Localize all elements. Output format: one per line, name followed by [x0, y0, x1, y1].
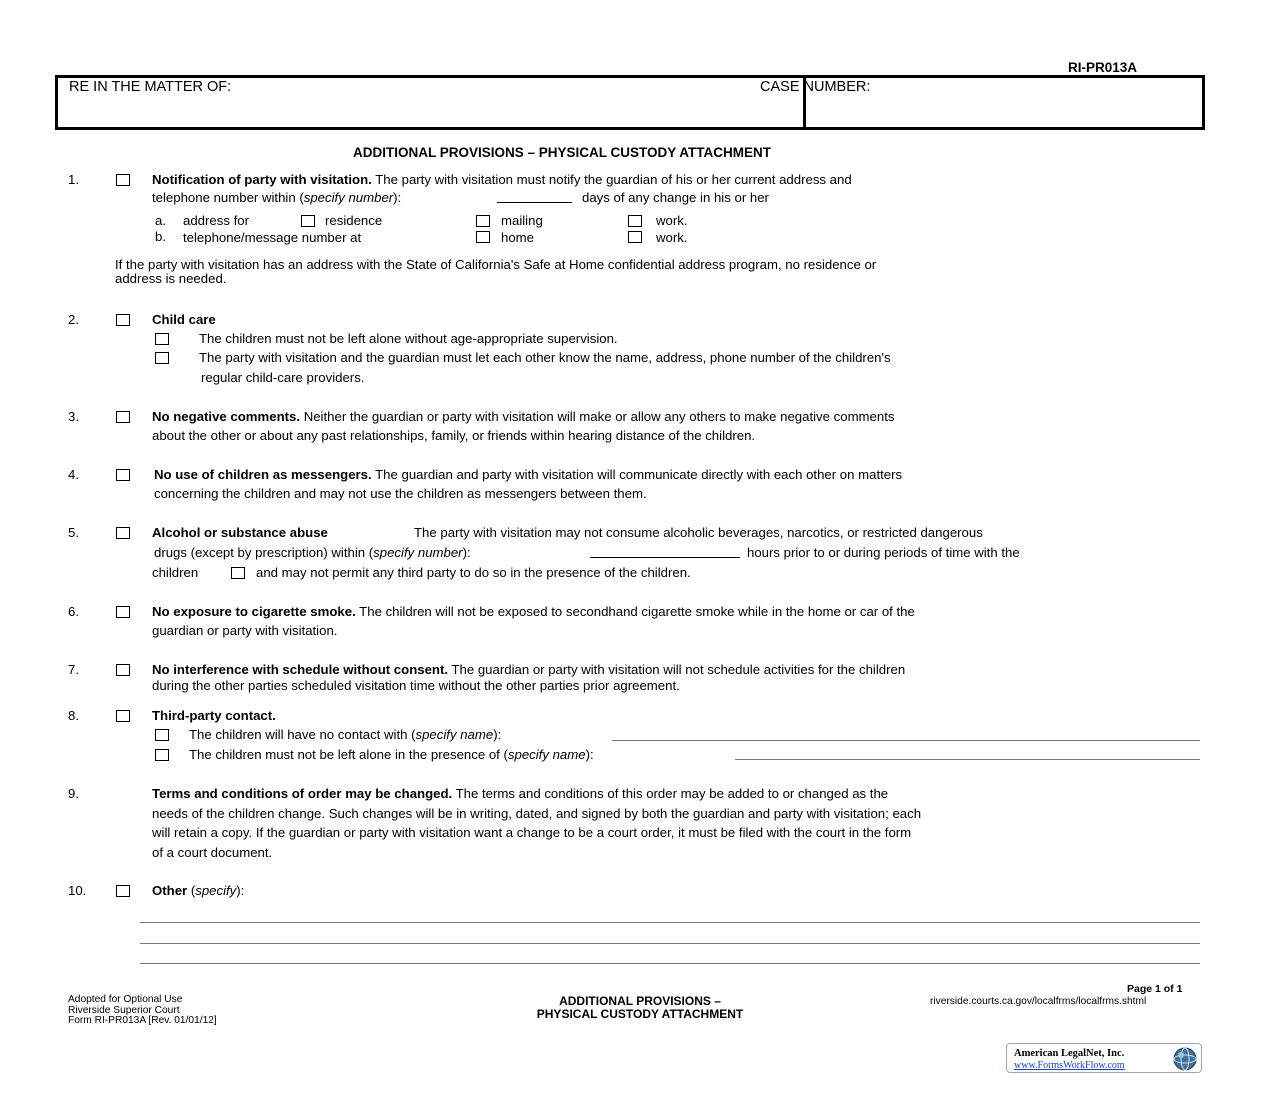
header-box [55, 75, 1205, 130]
not-alone-checkbox[interactable] [155, 749, 169, 761]
no-contact-name-field[interactable] [612, 740, 1200, 741]
phone-work-checkbox[interactable] [628, 231, 642, 243]
item-6-text-2: guardian or party with visitation. [152, 623, 338, 638]
item-5-text-1: The party with visitation may not consume alcoholic beverages, narcotics, or restricted dangerous [414, 525, 983, 540]
item-7-heading: No interference with schedule without consent. [152, 662, 449, 677]
item-4-checkbox[interactable] [116, 469, 130, 481]
not-alone-text-a: The children must not be left alone in the presence of ( [189, 747, 508, 762]
not-alone-label [189, 747, 594, 762]
hours-number-field[interactable] [590, 545, 740, 558]
no-contact-label [189, 727, 501, 742]
item-10-text-b: ): [236, 883, 245, 898]
other-line-1[interactable] [140, 922, 1200, 923]
item-1-line-1 [152, 172, 852, 187]
home-label: home [501, 230, 534, 245]
item-8-number: 8. [68, 708, 79, 723]
item-7-text-1: The guardian or party with visitation will not schedule activities for the children [448, 662, 906, 677]
days-number-field[interactable] [497, 190, 572, 203]
footer-left-3: Form RI-PR013A [Rev. 01/01/12] [68, 1015, 217, 1026]
item-9-number: 9. [68, 786, 79, 801]
not-alone-name-field[interactable] [735, 759, 1200, 760]
item-1-text-2i: specify number [303, 190, 394, 205]
item-1b-label: b. [155, 229, 166, 244]
phone-work-label: work. [656, 230, 688, 245]
child-care-option-2b: regular child-care providers. [201, 370, 365, 385]
item-7-number: 7. [68, 662, 79, 677]
not-alone-text-i: specify name [507, 747, 586, 762]
page-title: ADDITIONAL PROVISIONS – PHYSICAL CUSTODY ATTACHMENT [353, 145, 772, 160]
item-4-heading: No use of children as messengers. [154, 467, 372, 482]
item-5-line-2 [154, 545, 471, 560]
mailing-checkbox[interactable] [476, 215, 490, 227]
item-1a-text: address for [183, 213, 249, 228]
item-5-checkbox[interactable] [116, 527, 130, 539]
third-party-substance-checkbox[interactable] [231, 567, 245, 579]
no-contact-text-a: The children will have no contact with ( [189, 727, 416, 742]
item-10-checkbox[interactable] [116, 885, 130, 897]
item-1-checkbox[interactable] [116, 174, 130, 186]
item-4-line-1 [154, 467, 902, 482]
other-line-3[interactable] [140, 963, 1200, 964]
item-5-text-2c: hours prior to or during periods of time with the [747, 545, 1020, 560]
item-5-text-3b: and may not permit any third party to do so in the presence of the children. [256, 565, 691, 580]
item-1-line-2 [152, 190, 401, 205]
no-contact-checkbox[interactable] [155, 729, 169, 741]
child-care-option-2-checkbox[interactable] [155, 352, 169, 364]
item-4-text-2: concerning the children and may not use the children as messengers between them. [154, 486, 647, 501]
item-5-text-2i: specify number [373, 545, 463, 560]
page-number: Page 1 of 1 [1127, 983, 1183, 995]
globe-icon [1171, 1046, 1199, 1072]
footer-left [68, 995, 217, 1027]
item-6-line-1 [152, 604, 915, 619]
item-1-text-2a: telephone number within ( [152, 190, 304, 205]
home-checkbox[interactable] [476, 231, 490, 243]
address-work-label: work. [656, 213, 688, 228]
no-contact-text-b: ): [493, 727, 502, 742]
item-1b-text: telephone/message number at [183, 230, 362, 245]
legalnet-name: American LegalNet, Inc. [1014, 1048, 1125, 1059]
item-9-heading: Terms and conditions of order may be changed. [152, 786, 453, 801]
footer-left-2: Riverside Superior Court [68, 1004, 180, 1016]
address-work-checkbox[interactable] [628, 215, 642, 227]
child-care-option-2a: The party with visitation and the guardian must let each other know the name, address, phone number of the children's [199, 350, 891, 365]
item-10-text-i: specify [195, 883, 237, 898]
footer-center [440, 995, 840, 1021]
item-9-text-3: will retain a copy. If the guardian or party with visitation want a change to be a court order, it must be filed with the court in the form [152, 825, 912, 840]
child-care-option-1-checkbox[interactable] [155, 333, 169, 345]
item-3-text-1: Neither the guardian or party with visitation will make or allow any others to make negative comments [300, 409, 895, 424]
item-4-number: 4. [68, 467, 79, 482]
footer-left-1: Adopted for Optional Use [68, 994, 183, 1005]
item-3-line-1 [152, 409, 894, 424]
item-8-checkbox[interactable] [116, 710, 130, 722]
footer-center-2: PHYSICAL CUSTODY ATTACHMENT [536, 1007, 744, 1021]
item-1a-label: a. [155, 213, 166, 228]
child-care-option-1: The children must not be left alone without age-appropriate supervision. [199, 331, 618, 346]
footer-url: riverside.courts.ca.gov/localfrms/localfrms.shtml [930, 996, 1147, 1007]
item-3-checkbox[interactable] [116, 411, 130, 423]
item-5-heading: Alcohol or substance abuse [152, 525, 328, 540]
item-10-heading: Other [152, 883, 188, 898]
item-5-text-2b: ): [462, 545, 471, 560]
item-9-line-1 [152, 786, 888, 801]
item-1-text-2b: ): [393, 190, 402, 205]
item-10-text-a: ( [187, 883, 196, 898]
item-3-text-2: about the other or about any past relationships, family, or friends within hearing distance of the children. [152, 428, 756, 443]
item-7-line-1 [152, 662, 905, 677]
item-3-number: 3. [68, 409, 79, 424]
legalnet-url[interactable]: www.FormsWorkFlow.com [1014, 1060, 1125, 1071]
item-6-checkbox[interactable] [116, 606, 130, 618]
item-3-heading: No negative comments. [152, 409, 301, 424]
footer-center-1: ADDITIONAL PROVISIONS – [559, 994, 721, 1008]
other-line-2[interactable] [140, 943, 1200, 944]
residence-checkbox[interactable] [301, 215, 315, 227]
residence-label: residence [325, 213, 383, 228]
item-5-text-2a: drugs (except by prescription) within ( [154, 545, 374, 560]
item-7-text-2: during the other parties scheduled visitation time without the other parties prior agreement. [152, 678, 680, 693]
case-number-label: CASE NUMBER: [760, 79, 871, 95]
item-1-heading: Notification of party with visitation. [152, 172, 372, 187]
item-1-text-1: The party with visitation must notify the guardian of his or her current address and [371, 172, 852, 187]
form-id: RI-PR013A [1068, 60, 1138, 75]
mailing-label: mailing [501, 213, 543, 228]
no-contact-text-i: specify name [415, 727, 494, 742]
item-1-number: 1. [68, 172, 79, 187]
item-9-text-4: of a court document. [152, 845, 273, 860]
item-2-checkbox[interactable] [116, 314, 130, 326]
item-5-number: 5. [68, 525, 79, 540]
item-9-text-1: The terms and conditions of this order may be added to or changed as the [452, 786, 889, 801]
item-2-number: 2. [68, 312, 79, 327]
item-1-text-2c: days of any change in his or her [582, 190, 769, 205]
item-7-checkbox[interactable] [116, 664, 130, 676]
legalnet-badge[interactable] [1006, 1043, 1202, 1073]
item-10-number: 10. [68, 883, 87, 898]
item-6-heading: No exposure to cigarette smoke. [152, 604, 356, 619]
item-5-text-3a: children [152, 565, 199, 580]
item-2-heading: Child care [152, 312, 216, 327]
item-1-note-2: address is needed. [115, 271, 227, 286]
item-9-text-2: needs of the children change. Such changes will be in writing, dated, and signed by both the guardian and party with visitation; each [152, 806, 922, 821]
item-1-note-1: If the party with visitation has an address with the State of California's Safe at Home confidential address program, no residence or [115, 257, 877, 272]
item-4-text-1: The guardian and party with visitation will communicate directly with each other on matters [371, 467, 903, 482]
item-10-line [152, 883, 244, 898]
item-6-number: 6. [68, 604, 79, 619]
matter-label: RE IN THE MATTER OF: [69, 79, 232, 95]
not-alone-text-b: ): [585, 747, 594, 762]
item-8-heading: Third-party contact. [152, 708, 276, 723]
item-6-text-1: The children will not be exposed to secondhand cigarette smoke while in the home or car of the [355, 604, 915, 619]
